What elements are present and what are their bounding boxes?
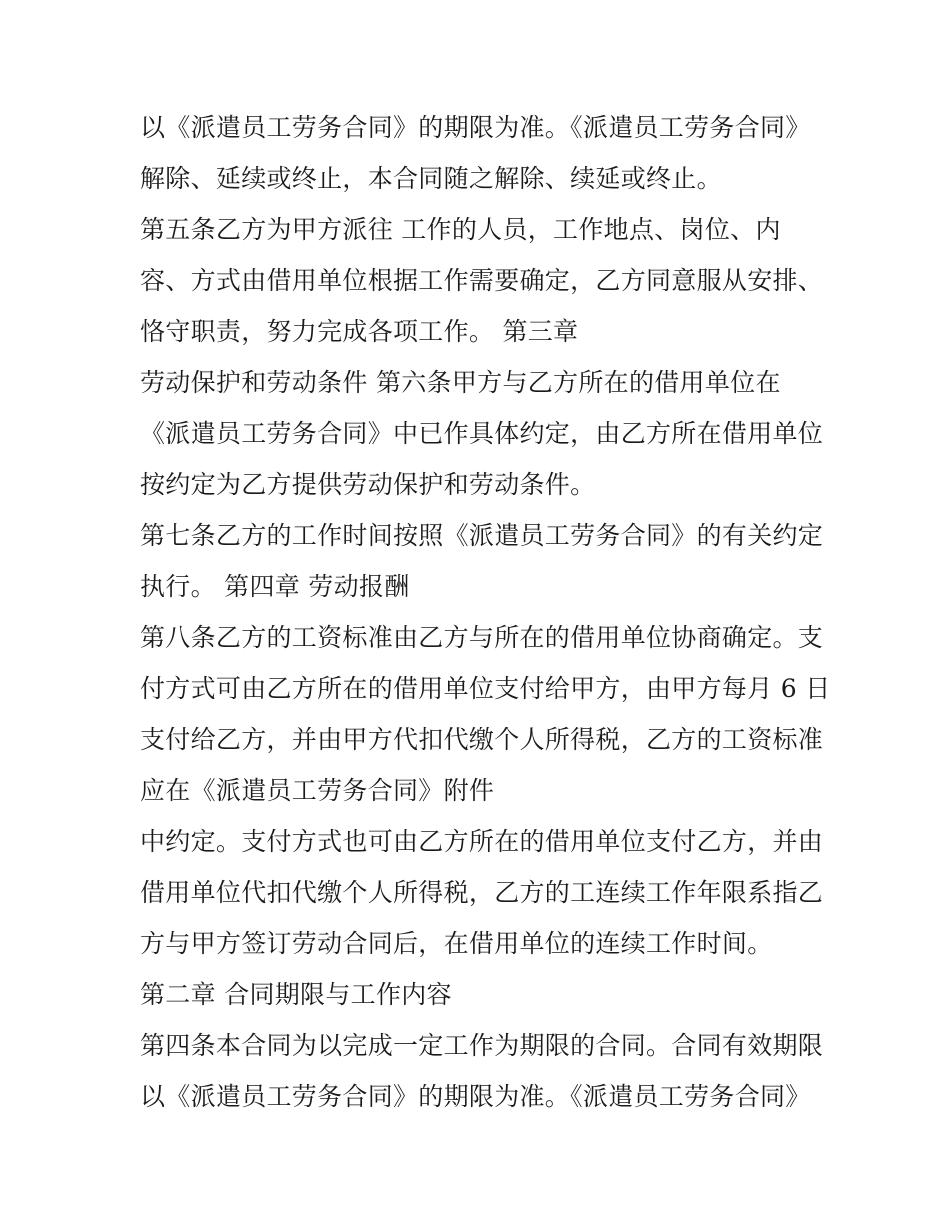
text-line: 第四条本合同为以完成一定工作为期限的合同。合同有效期限: [140, 1031, 824, 1060]
text-line: 按约定为乙方提供劳动保护和劳动条件。: [140, 470, 596, 499]
text-line: 解除、延续或终止，本合同随之解除、续延或终止。: [140, 164, 722, 193]
text-line: 恪守职责，努力完成各项工作。 第三章: [140, 317, 579, 346]
text-line: 第七条乙方的工作时间按照《派遣员工劳务合同》的有关约定: [140, 521, 824, 550]
text-line: 中约定。支付方式也可由乙方所在的借用单位支付乙方，并由: [140, 827, 824, 856]
text-line: 借用单位代扣代缴个人所得税，乙方的工连续工作年限系指乙: [140, 878, 824, 907]
text-line: 《派遣员工劳务合同》中已作具体约定，由乙方所在借用单位: [140, 419, 824, 448]
text-line: 执行。 第四章 劳动报酬: [140, 572, 410, 601]
text-line: 支付给乙方，并由甲方代扣代缴个人所得税，乙方的工资标准: [140, 725, 824, 754]
text-line: 以《派遣员工劳务合同》的期限为准。《派遣员工劳务合同》: [140, 113, 811, 142]
chapter-heading: 第二章 合同期限与工作内容: [140, 980, 452, 1009]
text-line: 容、方式由借用单位根据工作需要确定，乙方同意服从安排、: [140, 266, 824, 295]
text-line: 第八条乙方的工资标准由乙方与所在的借用单位协商确定。支: [140, 623, 824, 652]
text-line: 方与甲方签订劳动合同后，在借用单位的连续工作时间。: [140, 929, 773, 958]
text-line: 劳动保护和劳动条件 第六条甲方与乙方所在的借用单位在: [140, 368, 781, 397]
text-line: 以《派遣员工劳务合同》的期限为准。《派遣员工劳务合同》: [140, 1082, 811, 1111]
text-line: 应在《派遣员工劳务合同》附件: [140, 776, 495, 805]
text-line: 第五条乙方为甲方派往 工作的人员，工作地点、岗位、内: [140, 215, 781, 244]
text-line: 付方式可由乙方所在的借用单位支付给甲方，由甲方每月 6 日: [140, 674, 831, 703]
